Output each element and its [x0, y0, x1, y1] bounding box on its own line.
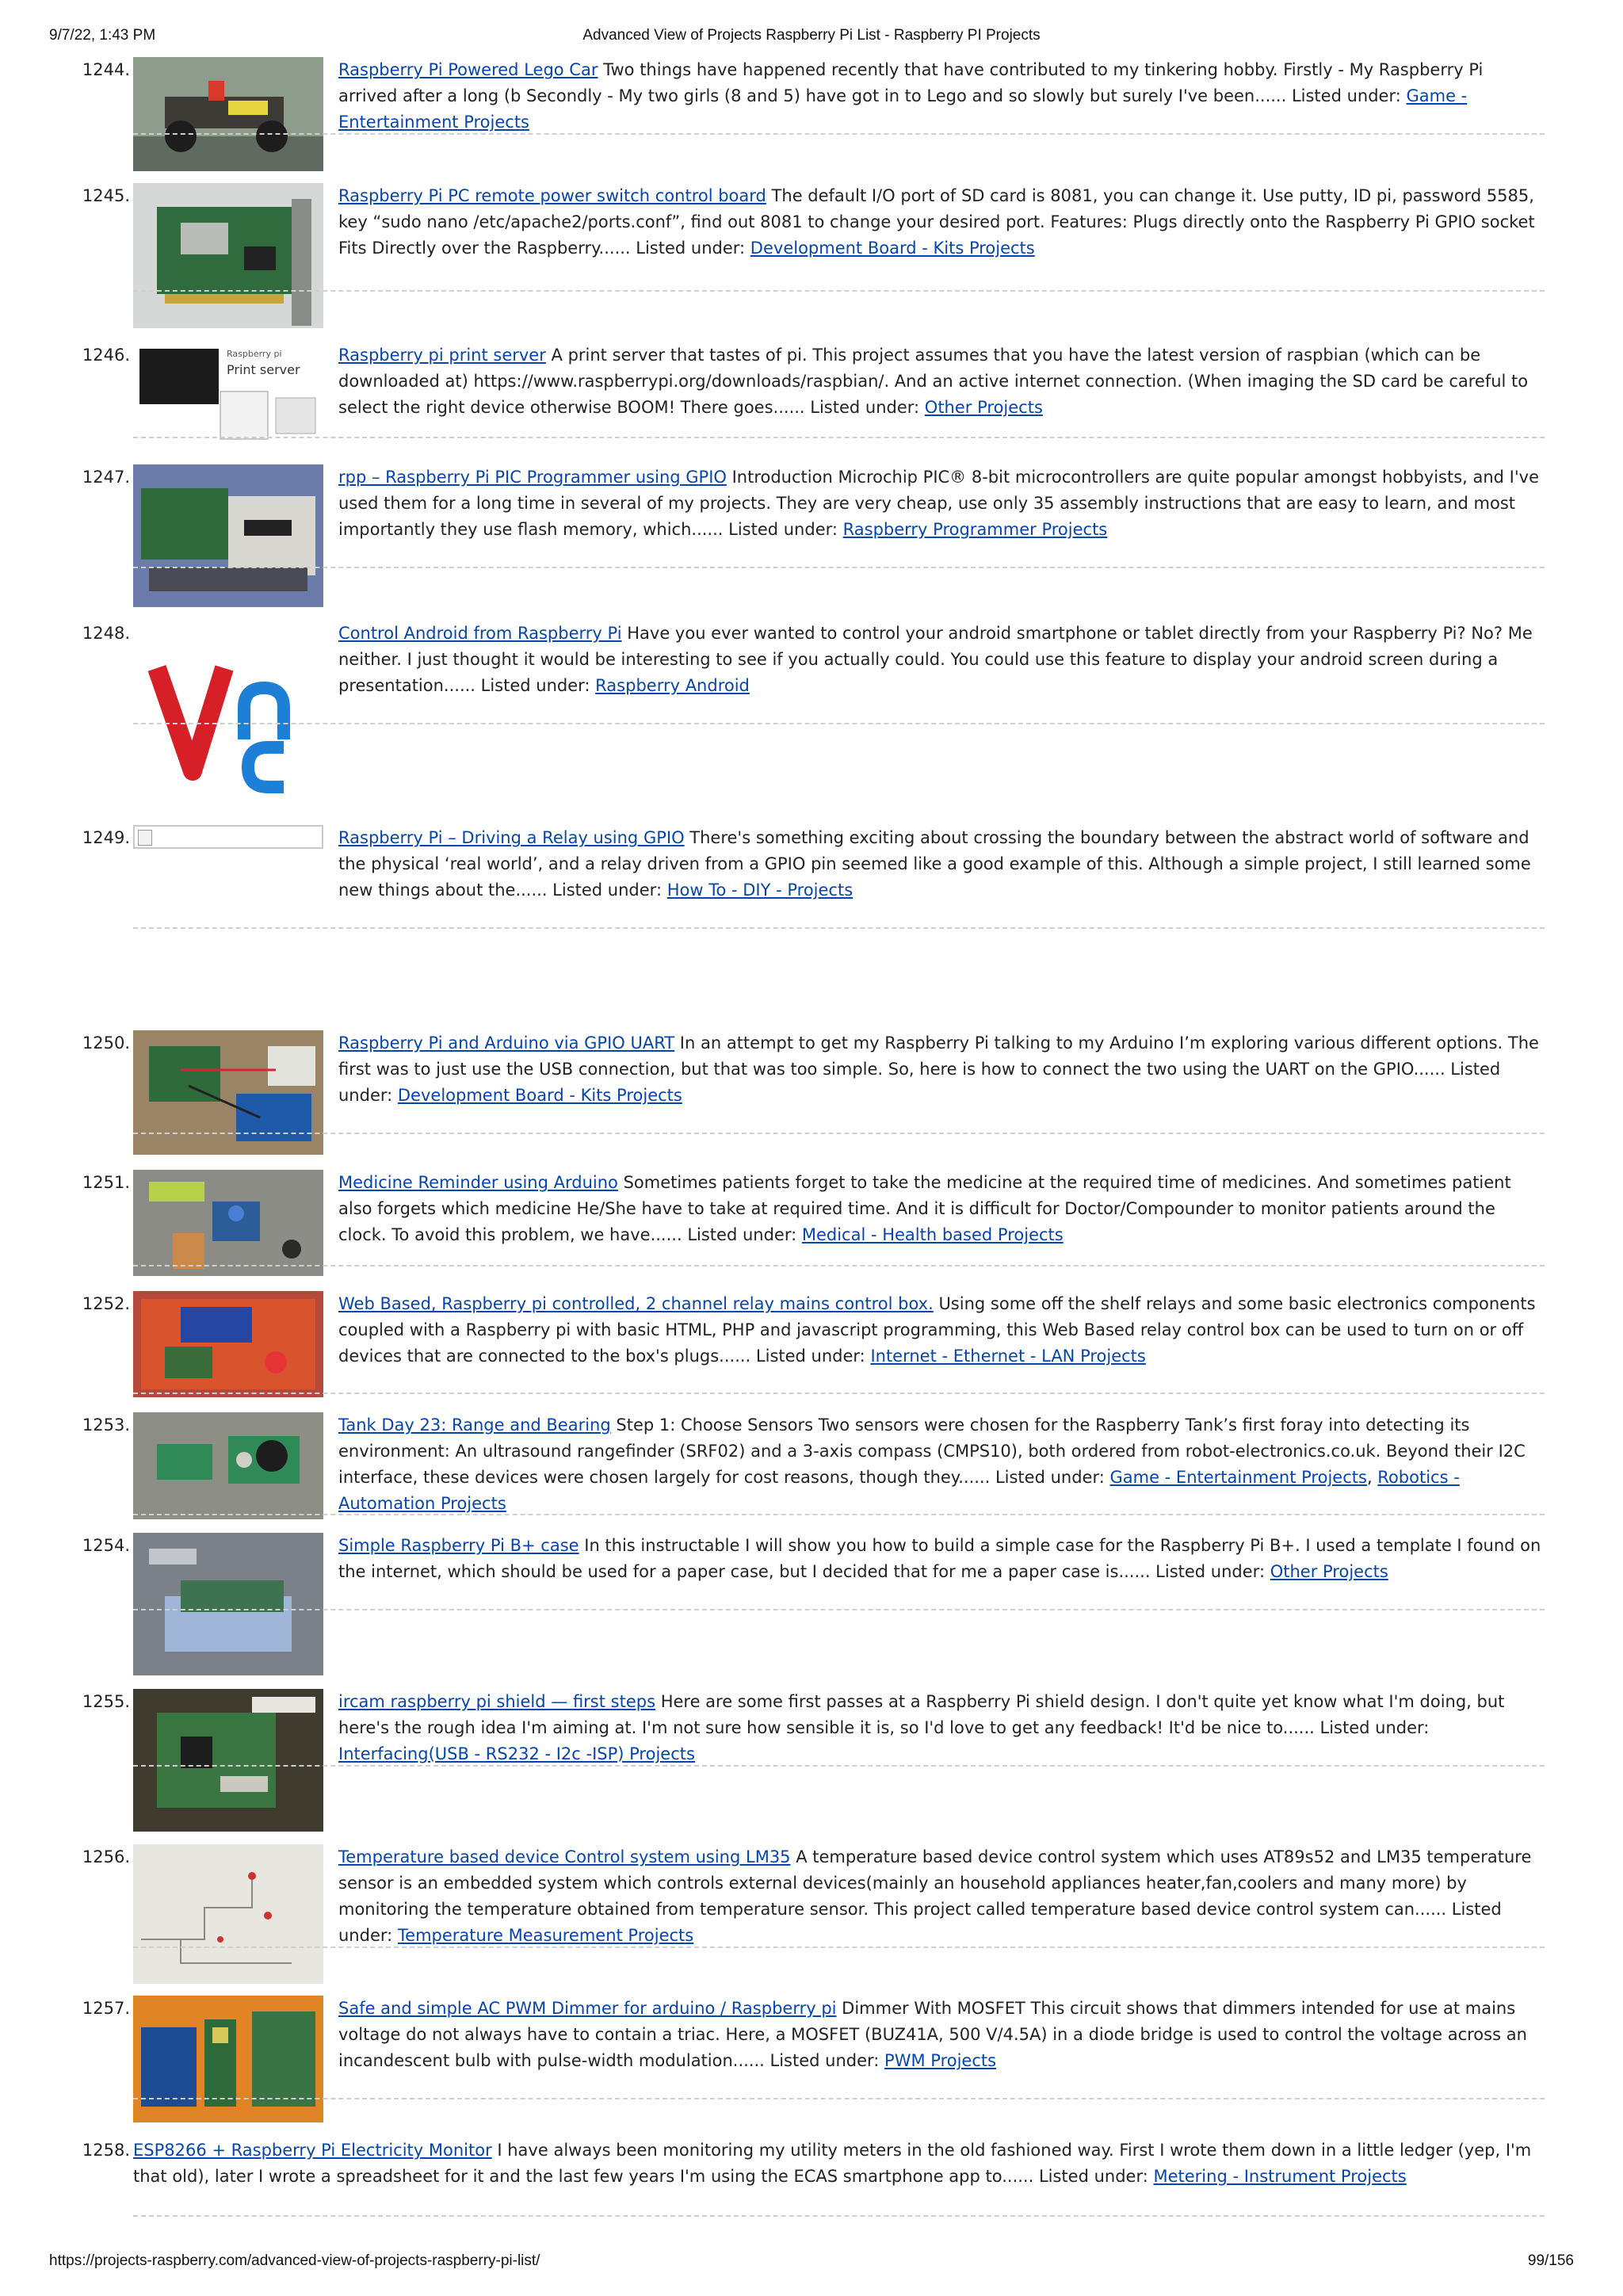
page-title: Advanced View of Projects Raspberry Pi List - Raspberry PI Projects	[582, 27, 1041, 44]
project-thumbnail[interactable]	[133, 1844, 323, 1984]
entry-number: 1249.	[82, 828, 130, 847]
category-link[interactable]: Internet - Ethernet - LAN Projects	[870, 1347, 1146, 1366]
project-title-link[interactable]: Temperature based device Control system using LM35	[338, 1847, 791, 1866]
entry-text: Temperature based device Control system using LM35 A temperature based device control system which uses AT89s52 and LM35 temperature sensor is an embedded system which controls external devices(mainly an household appliances heater,fan,coolers and many more) by monitoring the temperature obtained from temperature sensor. This project called temperature based device control system can...... Listed under: Temperature Measurement Projects	[338, 1847, 1532, 1945]
category-link[interactable]: Development Board - Kits Projects	[750, 239, 1035, 258]
entry-number: 1255.	[82, 1692, 130, 1711]
entry-number: 1245.	[82, 186, 130, 205]
project-thumbnail[interactable]	[133, 1533, 323, 1675]
project-title-link[interactable]: Control Android from Raspberry Pi	[338, 624, 622, 643]
divider	[133, 1765, 1545, 1767]
category-link[interactable]: Other Projects	[924, 398, 1043, 417]
divider	[133, 1392, 1545, 1394]
project-thumbnail[interactable]	[133, 621, 323, 809]
entry-text: Medicine Reminder using Arduino Sometimes patients forget to take the medicine at the required time of medicines. And sometimes patient also forgets which medicine He/She have to take at required time. And it is difficult for Doctor/Compounder to monitor patients around the clock. To avoid this problem, we have...... Listed under: Medical - Health based Projects	[338, 1173, 1511, 1244]
category-link[interactable]: Game - Entertainment Projects	[1109, 1468, 1367, 1487]
entry-number: 1257.	[82, 1999, 130, 2018]
entry-text: ircam raspberry pi shield — first steps Here are some first passes at a Raspberry Pi shield design. I don't quite yet know what I'm doing, but here's the rough idea I'm aiming at. I'm not sure how sensible it is, so I'd love to get any feedback! It'd be nice to...... Listed under: Interfacing(USB - RS232 - I2c -ISP) Projects	[338, 1692, 1505, 1763]
project-title-link[interactable]: Simple Raspberry Pi B+ case	[338, 1536, 579, 1555]
entry-text: Raspberry Pi PC remote power switch control board The default I/O port of SD card is 8081, you can change it. Use putty, ID pi, password 5585, key “sudo nano /etc/apache2/ports.conf”, find out 8081 to change your desired port. Features: Plugs directly onto the Raspberry Pi GPIO socket Fits Directly over the Raspberry...... Listed under: Development Board - Kits Projects	[338, 186, 1535, 258]
divider	[133, 1946, 1545, 1948]
entry-number: 1250.	[82, 1033, 130, 1052]
divider	[133, 133, 1545, 135]
divider	[133, 567, 1545, 568]
category-link[interactable]: Raspberry Android	[595, 676, 750, 695]
project-thumbnail[interactable]	[133, 183, 323, 328]
entry-number: 1252.	[82, 1294, 130, 1313]
category-link[interactable]: PWM Projects	[884, 2051, 997, 2070]
category-link[interactable]: Game - Entertainment Projects	[338, 86, 1468, 132]
entry-number: 1256.	[82, 1847, 130, 1866]
divider	[133, 1265, 1545, 1266]
entry-number: 1244.	[82, 60, 130, 79]
entry-number: 1251.	[82, 1173, 130, 1192]
category-link[interactable]: Other Projects	[1270, 1562, 1388, 1581]
category-link[interactable]: Raspberry Programmer Projects	[842, 520, 1108, 539]
divider	[133, 1609, 1545, 1610]
divider	[133, 2215, 1545, 2217]
entry-text: Safe and simple AC PWM Dimmer for arduino / Raspberry pi Dimmer With MOSFET This circuit shows that dimmers intended for use at mains voltage do not always have to contain a triac. Here, a MOSFET (BUZ41A, 500 V/4.5A) in a diode bridge is used to control the voltage across an incandescent bulb with pulse-width modulation...... Listed under: PWM Projects	[338, 1999, 1527, 2070]
category-link[interactable]: Temperature Measurement Projects	[397, 1926, 694, 1945]
entry-text: Raspberry Pi and Arduino via GPIO UART In an attempt to get my Raspberry Pi talking to my Arduino I’m exploring various different options. The first was to just use the USB connection, but that was too simple. So, here is how to connect the two using the UART on the GPIO...... Listed under: Development Board - Kits Projects	[338, 1033, 1539, 1105]
broken-image-icon	[138, 830, 152, 846]
project-thumbnail[interactable]	[133, 57, 323, 171]
divider	[133, 927, 1545, 929]
project-title-link[interactable]: Raspberry pi print server	[338, 346, 546, 365]
entry-text: Control Android from Raspberry Pi Have you ever wanted to control your android smartphone or tablet directly from your Raspberry Pi? No? Me neither. I just thought it would be interesting to see if you actually could. You could use this feature to display your android screen during a presentation...... Listed under: Raspberry Android	[338, 624, 1533, 695]
category-link[interactable]: Interfacing(USB - RS232 - I2c -ISP) Projects	[338, 1744, 695, 1763]
project-title-link[interactable]: Raspberry Pi Powered Lego Car	[338, 60, 598, 79]
divider	[133, 1133, 1545, 1134]
page-number: 99/156	[1527, 2252, 1574, 2269]
divider	[133, 290, 1545, 292]
project-title-link[interactable]: Web Based, Raspberry pi controlled, 2 channel relay mains control box.	[338, 1294, 934, 1313]
entry-text: rpp – Raspberry Pi PIC Programmer using GPIO Introduction Microchip PIC® 8-bit microcontrollers are quite popular amongst hobbyists, and I've used them for a long time in several of my projects. They are very cheap, use only 35 assembly instructions that are easy to learn, and most importantly they use flash memory, which...... Listed under: Raspberry Programmer Projects	[338, 468, 1539, 539]
page-url: https://projects-raspberry.com/advanced-view-of-projects-raspberry-pi-list/	[49, 2252, 540, 2269]
entry-number: 1253.	[82, 1415, 130, 1435]
project-thumbnail[interactable]	[133, 1412, 323, 1519]
category-link[interactable]: Medical - Health based Projects	[801, 1225, 1064, 1244]
entry-text: Simple Raspberry Pi B+ case In this instructable I will show you how to build a simple case for the Raspberry Pi B+. I used a template I found on the internet, which should be used for a paper case, but I decided that for me a paper case is...... Listed under: Other Projects	[338, 1536, 1541, 1581]
project-thumbnail[interactable]	[133, 1996, 323, 2122]
project-thumbnail[interactable]	[133, 1689, 323, 1832]
project-title-link[interactable]: Safe and simple AC PWM Dimmer for arduino / Raspberry pi	[338, 1999, 837, 2018]
category-link[interactable]: Robotics - Automation Projects	[338, 1468, 1460, 1513]
project-title-link[interactable]: Medicine Reminder using Arduino	[338, 1173, 618, 1192]
entry-text: Web Based, Raspberry pi controlled, 2 channel relay mains control box. Using some off the shelf relays and some basic electronics components coupled with a Raspberry pi with basic HTML, PHP and javascript programming, this Web Based relay control box can be used to turn on or off devices that are connected to the box's plugs...... Listed under: Internet - Ethernet - LAN Projects	[338, 1294, 1536, 1366]
project-thumbnail[interactable]	[133, 1291, 323, 1397]
entry-number: 1254.	[82, 1536, 130, 1555]
print-datetime: 9/7/22, 1:43 PM	[49, 27, 156, 44]
project-title-link[interactable]: Raspberry Pi and Arduino via GPIO UART	[338, 1033, 675, 1052]
entry-number: 1258.	[82, 2141, 130, 2160]
divider	[133, 1514, 1545, 1515]
entry-text: Raspberry Pi Powered Lego Car Two things have happened recently that have contributed to my tinkering hobby. Firstly - My Raspberry Pi arrived after a long (b Secondly - My two girls (8 and 5) have got in to Lego and so slowly but surely I've been...... Listed under: Game - Entertainment Projects	[338, 60, 1484, 132]
project-title-link[interactable]: rpp – Raspberry Pi PIC Programmer using GPIO	[338, 468, 727, 487]
entry-text: Raspberry pi print server A print server that tastes of pi. This project assumes that you have the latest version of raspbian (which can be downloaded at) https://www.raspberrypi.org/downloads/raspbian/. And an active internet connection. (When imaging the SD card be careful to select the right device otherwise BOOM! There goes...... Listed under: Other Projects	[338, 346, 1529, 417]
project-thumbnail[interactable]	[133, 464, 323, 607]
project-title-link[interactable]: ircam raspberry pi shield — first steps	[338, 1692, 656, 1711]
category-link[interactable]: Metering - Instrument Projects	[1153, 2167, 1407, 2186]
project-thumbnail[interactable]	[133, 1030, 323, 1155]
entry-number: 1248.	[82, 624, 130, 643]
project-title-link[interactable]: ESP8266 + Raspberry Pi Electricity Monitor	[133, 2141, 492, 2160]
category-link[interactable]: How To - DIY - Projects	[666, 881, 854, 900]
project-title-link[interactable]: Raspberry Pi – Driving a Relay using GPIO	[338, 828, 685, 847]
divider	[133, 723, 1545, 724]
divider	[133, 2098, 1545, 2099]
category-link[interactable]: Development Board - Kits Projects	[397, 1086, 682, 1105]
entry-number: 1246.	[82, 346, 130, 365]
entry-text: ESP8266 + Raspberry Pi Electricity Monitor I have always been monitoring my utility meters in the old fashioned way. First I wrote them down in a little ledger (yep, I'm that old), later I wrote a spreadsheet for it and the last few years I'm using the ECAS smartphone app to...... Listed under: Metering - Instrument Projects	[133, 2141, 1532, 2186]
entry-text: Tank Day 23: Range and Bearing Step 1: Choose Sensors Two sensors were chosen for the Raspberry Tank’s first foray into detecting its environment: An ultrasound rangefinder (SRF02) and a 3-axis compass (CMPS10), both ordered from robot-electronics.co.uk. Beyond their I2C interface, these devices were chosen largely for cost reasons, though they...... Listed under: Game - Entertainment Projects, Robotics - Automation Projects	[338, 1415, 1526, 1513]
project-thumbnail[interactable]	[133, 342, 323, 444]
project-title-link[interactable]: Raspberry Pi PC remote power switch control board	[338, 186, 766, 205]
divider	[133, 437, 1545, 438]
entry-number: 1247.	[82, 468, 130, 487]
thumbnail-caption: Raspberry pi	[227, 349, 282, 359]
thumbnail-caption: Print server	[227, 362, 300, 377]
broken-image-placeholder	[133, 825, 323, 849]
entry-text: Raspberry Pi – Driving a Relay using GPIO There's something exciting about crossing the boundary between the abstract world of software and the physical ‘real world’, and a relay driven from a GPIO pin seemed like a good example of this. Although a simple project, I still learned some new things about the...... Listed under: How To - DIY - Projects	[338, 828, 1531, 900]
project-title-link[interactable]: Tank Day 23: Range and Bearing	[338, 1415, 611, 1435]
project-thumbnail[interactable]	[133, 1170, 323, 1276]
